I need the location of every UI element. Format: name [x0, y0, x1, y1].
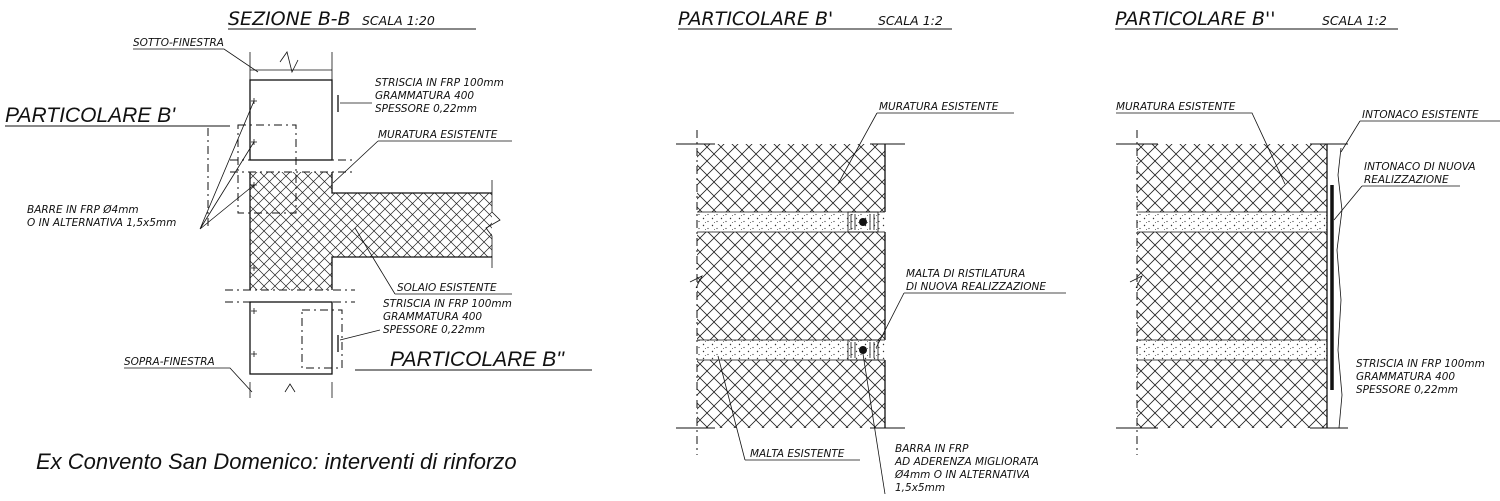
figure-caption: Ex Convento San Domenico: interventi di rinforzo — [36, 449, 517, 474]
b2-brick-bottom — [1137, 360, 1327, 428]
section-bb-scale: SCALA 1:20 — [362, 13, 435, 28]
detail-b1 — [676, 8, 1066, 494]
label-sopra-finestra: SOPRA-FINESTRA — [124, 356, 215, 368]
detail-b2-box — [302, 310, 342, 368]
b1-label-malta-new-2: DI NUOVA REALIZZAZIONE — [906, 281, 1046, 293]
label-striscia-bot-3: SPESSORE 0,22mm — [383, 324, 485, 336]
b1-frp-bar-bottom — [859, 346, 867, 354]
b2-label-striscia-3: SPESSORE 0,22mm — [1356, 384, 1458, 396]
b2-label-intonaco-new-1: INTONACO DI NUOVA — [1364, 161, 1476, 173]
lower-wall-block — [250, 302, 332, 374]
break-mark-bottom — [285, 384, 295, 392]
upper-window-edges — [250, 52, 332, 80]
leader-striscia-bot — [340, 330, 380, 340]
b1-mortar-top — [697, 212, 885, 232]
label-striscia-top-2: GRAMMATURA 400 — [375, 90, 475, 102]
b2-existing-plaster — [1337, 148, 1342, 428]
slab — [332, 193, 492, 257]
upper-wall-block — [250, 80, 332, 160]
label-solaio: SOLAIO ESISTENTE — [397, 282, 497, 294]
b2-label-intonaco: INTONACO ESISTENTE — [1362, 109, 1479, 121]
callout-particolare-b1: PARTICOLARE B' — [5, 104, 176, 127]
label-striscia-bot-2: GRAMMATURA 400 — [383, 311, 483, 323]
b1-label-barra-3: Ø4mm O IN ALTERNATIVA — [895, 469, 1030, 481]
b1-label-barra-2: AD ADERENZA MIGLIORATA — [895, 456, 1039, 468]
detail-b2-title: PARTICOLARE B'' — [1115, 8, 1276, 30]
detail-b1-title: PARTICOLARE B' — [678, 8, 834, 30]
b1-leader-malta-new — [876, 293, 1066, 348]
b2-mortar-bottom — [1137, 340, 1327, 360]
b2-label-muratura: MURATURA ESISTENTE — [1116, 101, 1236, 113]
b2-leader-intonaco — [1341, 121, 1500, 152]
b1-brick-top — [697, 144, 885, 212]
b1-label-malta-new-1: MALTA DI RISTILATURA — [906, 268, 1026, 280]
b2-mortar-top — [1137, 212, 1327, 232]
b1-brick-middle — [697, 232, 885, 340]
leader-sotto-finestra — [133, 49, 258, 72]
b1-label-barra-4: 1,5x5mm — [895, 482, 946, 494]
detail-b2-scale: SCALA 1:2 — [1322, 13, 1387, 28]
callout-particolare-b2: PARTICOLARE B'' — [390, 348, 565, 371]
label-striscia-top-3: SPESSORE 0,22mm — [375, 103, 477, 115]
b2-label-intonaco-new-2: REALIZZAZIONE — [1364, 174, 1449, 186]
b1-brick-bottom — [697, 360, 885, 428]
b2-brick-top — [1137, 144, 1327, 212]
label-sotto-finestra: SOTTO-FINESTRA — [133, 37, 224, 49]
detail-b1-scale: SCALA 1:2 — [878, 13, 943, 28]
label-striscia-bot-1: STRISCIA IN FRP 100mm — [383, 298, 512, 310]
b1-label-muratura: MURATURA ESISTENTE — [879, 101, 999, 113]
b1-frp-bar-top — [859, 218, 867, 226]
b2-label-striscia-1: STRISCIA IN FRP 100mm — [1356, 358, 1485, 370]
b1-label-barra-1: BARRA IN FRP — [895, 443, 969, 455]
section-bb — [5, 8, 592, 398]
b2-leader-intonaco-new — [1334, 186, 1460, 220]
b2-brick-middle — [1137, 232, 1327, 340]
leader-sopra-finestra — [124, 368, 252, 392]
label-muratura-bb: MURATURA ESISTENTE — [378, 129, 498, 141]
section-bb-title: SEZIONE B-B — [228, 8, 351, 30]
label-barre-1: BARRE IN FRP Ø4mm — [27, 204, 139, 216]
label-barre-2: O IN ALTERNATIVA 1,5x5mm — [27, 217, 177, 229]
detail-b2 — [1115, 8, 1500, 455]
break-mark-top — [280, 52, 298, 72]
middle-wall-block — [250, 172, 332, 290]
label-striscia-top-1: STRISCIA IN FRP 100mm — [375, 77, 504, 89]
b1-label-malta-esistente: MALTA ESISTENTE — [750, 448, 845, 460]
leader-muratura-bb — [333, 141, 512, 183]
b1-mortar-bottom — [697, 340, 885, 360]
b2-label-striscia-2: GRAMMATURA 400 — [1356, 371, 1456, 383]
